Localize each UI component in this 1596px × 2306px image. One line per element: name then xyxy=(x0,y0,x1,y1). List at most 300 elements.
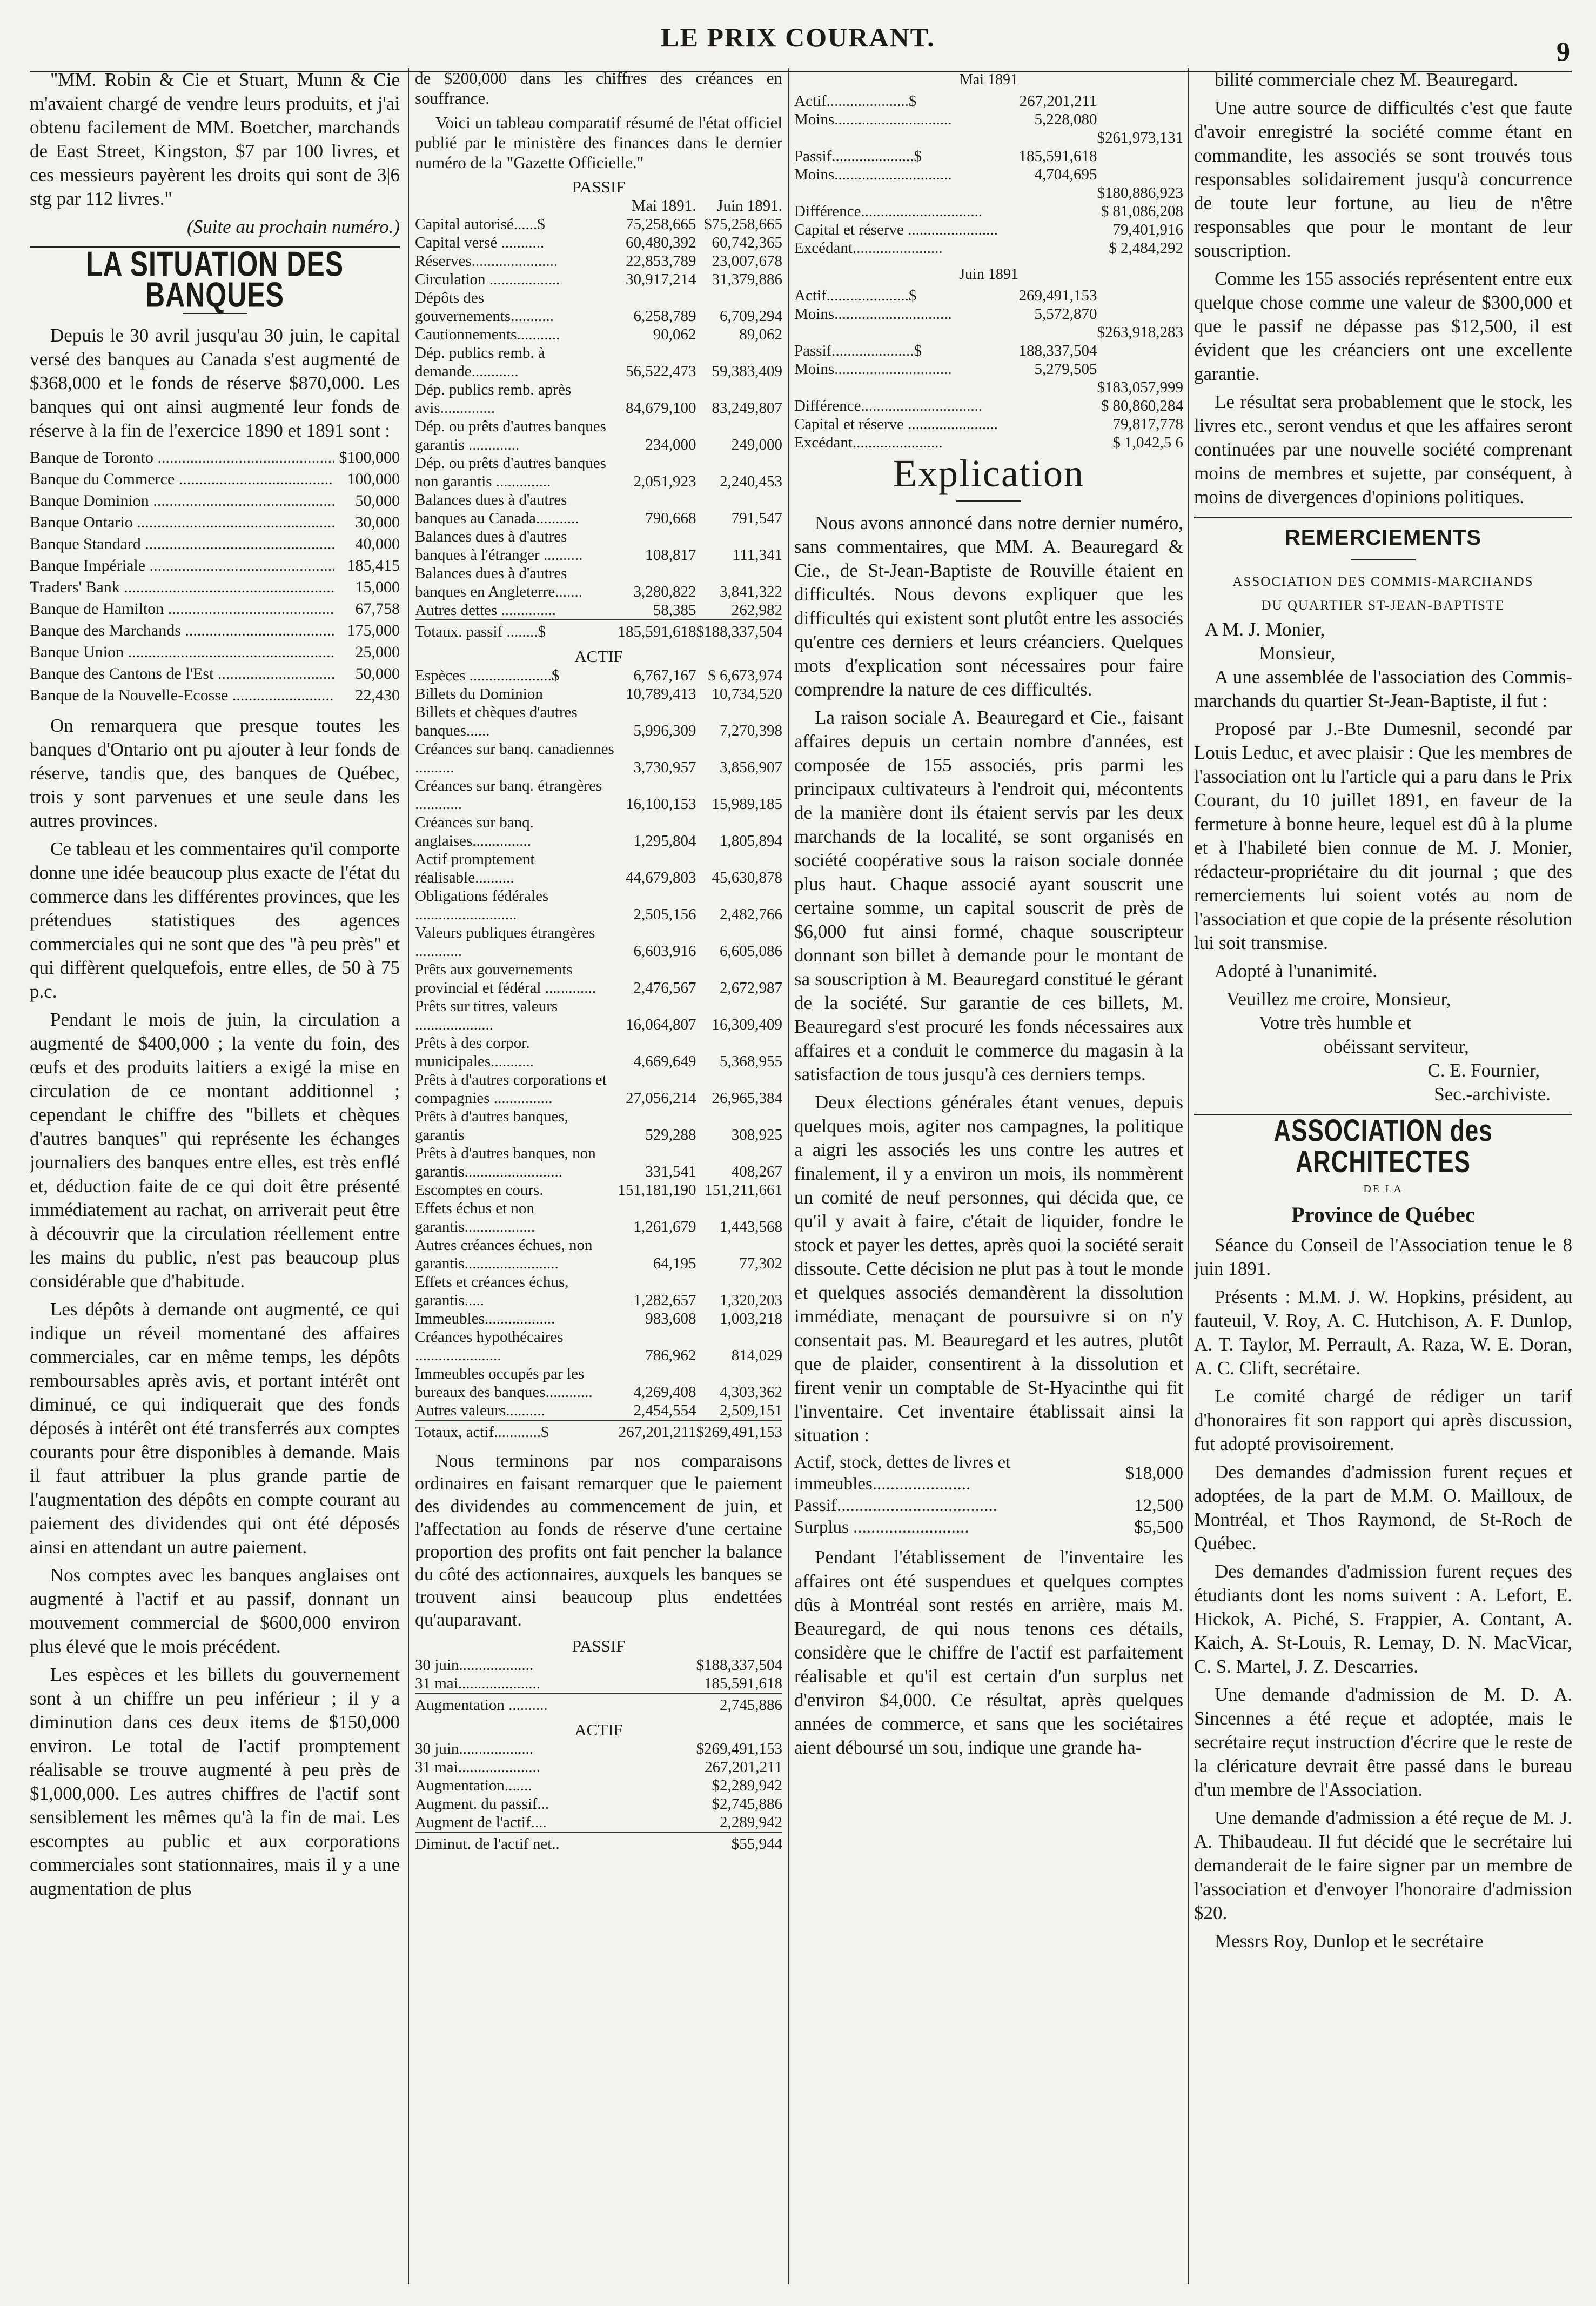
mai-row xyxy=(794,110,1183,129)
remerciements-paragraph: Adopté à l'unanimité. xyxy=(1215,960,1377,981)
value-juin: $ 6,673,974 xyxy=(708,667,782,684)
value-juin: $180,886,923 xyxy=(1097,184,1183,202)
rem-subtitle-1: ASSOCIATION DES COMMIS-MARCHANDS xyxy=(1232,574,1534,589)
bank-reserve-value: 67,758 xyxy=(355,600,400,618)
rem-close-1: Veuillez me croire, Monsieur, xyxy=(1226,988,1451,1010)
bank-reserve-value: 40,000 xyxy=(355,535,400,553)
row-label: Dép. ou prêts d'autres banques garantis ............. xyxy=(415,418,606,453)
article-paragraph: Comme les 155 associés représentent entre eux quelque chose comme une valeur de $300,000 et que le passif ne dépasse pas $12,500, il est évident que les créanciers ont une excellente garantie. xyxy=(1194,268,1572,384)
passif2-table xyxy=(415,1656,782,1714)
total-juin: $269,491,153 xyxy=(696,1420,783,1441)
actif2-table xyxy=(415,1740,782,1853)
row-label: Dép. publics remb. après avis.............. xyxy=(415,381,572,417)
short-rule xyxy=(956,500,1021,502)
value-juin: 83,249,807 xyxy=(712,399,782,417)
actif-row xyxy=(415,1236,782,1273)
column-2 xyxy=(415,68,782,2284)
column-4 xyxy=(1194,68,1572,2284)
actif-row xyxy=(415,1181,782,1199)
juin-title: Juin 1891 xyxy=(959,266,1018,283)
architectes-paragraph: Des demandes d'admission furent reçues des étudiants dont les noms suivent : A. Lefort, E. Hickok, A. Piché, S. Frappier, A. Contant, A. Kaich, A. St-Louis, R. Lemay, D. N. MacVicar, C. S. Martel, J. Z. Descarries. xyxy=(1194,1561,1572,1677)
row-label: Actif.....................$ xyxy=(794,287,917,304)
bank-name: Banque Standard ..... xyxy=(30,533,334,555)
value-juin: 2,240,453 xyxy=(720,473,782,490)
bank-name: Banque Union ..... xyxy=(30,641,334,663)
mai-row xyxy=(794,239,1183,257)
value-mai: 331,541 xyxy=(645,1163,696,1180)
col2-intro: de $200,000 dans les chiffres des créances en souffrance. xyxy=(415,69,782,108)
value-juin: 791,547 xyxy=(731,510,782,527)
row-value: $269,491,153 xyxy=(696,1740,782,1757)
value-juin: 408,267 xyxy=(731,1163,782,1180)
section-rule xyxy=(1194,517,1572,518)
actif-row xyxy=(415,1273,782,1309)
value-juin: $261,973,131 xyxy=(1097,129,1183,146)
article-paragraph: Ce tableau et les commentaires qu'il comporte donne une idée beaucoup plus exacte de l'état du commerce dans les différentes provinces, que les prétendues statistiques des agences commerciales qui ne sont que des "à peu près" et qui diffèrent quelquefois, entre elles, de 50 à 75 p.c. xyxy=(30,838,400,1002)
architectes-paragraph: Séance du Conseil de l'Association tenue le 8 juin 1891. xyxy=(1194,1234,1572,1279)
explication-paragraph: La raison sociale A. Beauregard et Cie., faisant affaires depuis un certain nombre d'années, est composée de 155 associés, pris parmi les principaux cultivateurs à l'endroit qui, mécontents de la manière dont ils étaient servis par les deux marchands de la localité, se sont organisés en société coopérative sous la raison sociale donnée plus haut. Chaque associé ayant souscrit une certaine somme, un capital souscrit de près de $6,000 fut ainsi formé, chaque souscripteur donnant son billet à demande pour le montant de sa souscription à M. Beauregard constitué le gérant de la société. Sur garantie de ces billets, M. Beauregard s'est procuré les fonds nécessaires aux affaires et a conduit le commerce du magasin à la satisfaction de tous jusqu'à ces derniers temps. xyxy=(794,707,1183,1085)
value-juin xyxy=(1097,360,1184,378)
mai-row xyxy=(794,129,1183,147)
row-label: Dépôts des gouvernements........... xyxy=(415,289,554,325)
actif-row xyxy=(415,1071,782,1107)
rem-salutation: Monsieur, xyxy=(1259,643,1336,664)
value-mai: 84,679,100 xyxy=(626,399,696,417)
value-juin: 2,672,987 xyxy=(720,979,782,997)
row-label: Effets échus et non garantis.................. xyxy=(415,1200,535,1235)
bank-name: Banque de Toronto ..... xyxy=(30,447,334,469)
value-mai: 786,962 xyxy=(645,1347,696,1364)
bank-reserve-value: 175,000 xyxy=(347,621,400,639)
passif-row xyxy=(415,380,782,417)
row-label: Balances dues à d'autres banques au Canada........... xyxy=(415,491,579,527)
value-juin: $263,918,283 xyxy=(1097,324,1183,341)
bank-row xyxy=(30,512,400,533)
article-paragraph: Pendant le mois de juin, la circulation a augmenté de $400,000 ; la vente du foin, des œufs et des produits laitiers a exigé la mise en circulation de ce montant additionnel ; cependant le chiffre des "billets et chèques d'autres banques" qui représente les échanges journaliers des banques entre elles, est très enflé et, déduction faite de ce qui doit être présenté immédiatement au rachat, on arriverait peut être à découvrir que la circulation réellement entre les mains du public, n'est pas beaucoup plus considérable que d'habitude. xyxy=(30,1009,400,1292)
value-mai: 58,385 xyxy=(653,601,696,619)
row-label: Différence............................... xyxy=(794,397,983,415)
value-mai: 22,853,789 xyxy=(626,252,696,270)
bank-reserve-value: 50,000 xyxy=(355,492,400,510)
passif-row xyxy=(415,270,782,289)
row-label: Créances sur banq. canadiennes .......... xyxy=(415,740,614,776)
bank-reserve-value: 25,000 xyxy=(355,643,400,661)
actif2-title: ACTIF xyxy=(574,1720,623,1739)
value-juin: 3,856,907 xyxy=(720,759,782,776)
passif-row xyxy=(415,601,782,620)
value-mai: 267,201,211 xyxy=(1019,92,1097,110)
value-juin: $183,057,999 xyxy=(1097,379,1183,396)
row-label: Prêts à d'autres corporations et compagnies ............... xyxy=(415,1071,607,1107)
row-label: Passif.....................$ xyxy=(794,342,922,359)
passif-col-heads xyxy=(415,197,782,215)
value-mai: 10,789,413 xyxy=(626,685,696,703)
passif-row xyxy=(415,289,782,325)
value-juin: 79,401,916 xyxy=(1112,221,1183,238)
row-label: Augment. du passif... xyxy=(415,1795,549,1813)
passif-row xyxy=(415,344,782,380)
mai-row xyxy=(794,184,1183,202)
bank-reserve-value: $100,000 xyxy=(339,449,400,466)
value-mai: 6,258,789 xyxy=(633,308,696,325)
total-label: Totaux, actif............$ xyxy=(415,1420,615,1441)
mai-title: Mai 1891 xyxy=(959,71,1018,88)
row-value: $18,000 xyxy=(1125,1463,1183,1483)
value-mai: 3,280,822 xyxy=(633,583,696,600)
value-juin: 60,742,365 xyxy=(712,234,782,251)
value-juin: 7,270,398 xyxy=(720,722,782,739)
masthead-title: LE PRIX COURANT. xyxy=(661,22,935,52)
row-label: Autres créances échues, non garantis........................ xyxy=(415,1236,593,1272)
row-label: Excédant....................... xyxy=(794,434,943,451)
juin-row xyxy=(794,397,1183,415)
row-label: Moins.............................. xyxy=(794,305,952,323)
row-label: Capital versé ........... xyxy=(415,234,545,251)
row-label: 30 juin................... xyxy=(415,1740,534,1757)
architectes-province: Province de Québec xyxy=(1291,1202,1475,1227)
rem-subtitle-2: DU QUARTIER ST-JEAN-BAPTISTE xyxy=(1261,598,1505,613)
row-label: Espèces .....................$ xyxy=(415,667,560,684)
row-label: Moins.............................. xyxy=(794,360,952,378)
value-juin xyxy=(1097,286,1184,305)
value-mai: 16,100,153 xyxy=(626,796,696,813)
article-paragraph: Les dépôts à demande ont augmenté, ce qui indique un réveil momentané des affaires commerciales, car en même temps, les dépôts remboursables après avis, et portant intérêt ont diminué, ce qui indiquerait que des fonds déposés à intérêt ont été transferrés aux comptes courants pour être disponibles à demande. Mais il faut attribuer la plus grande partie de l'augmentation des dépôts en compte courant au paiement des dividendes qui ont été déposés ainsi en attendant un autre paiement. xyxy=(30,1299,400,1558)
row-label: Balances dues à d'autres banques en Angleterre....... xyxy=(415,565,583,600)
bank-row xyxy=(30,469,400,490)
actif2-diminution xyxy=(415,1832,782,1853)
row-label: Capital et réserve ....................... xyxy=(794,416,998,433)
value-juin: $ 2,484,292 xyxy=(1109,239,1183,257)
mai-row xyxy=(794,220,1183,239)
col2-para: Nous terminons par nos comparaisons ordinaires en faisant remarquer que le paiement des dividendes au commencement de juin, et l'affectation au fonds de réserve d'une certaine proportion des profits ont fait pencher la balance du côté des actionnaires, auxquels les banques se trouvent ainsi beaucoup plus endettées qu'auparavant. xyxy=(415,1451,782,1630)
bank-name: Banque des Cantons de l'Est ..... xyxy=(30,663,334,685)
total-juin: $188,337,504 xyxy=(696,620,783,641)
rem-close-3: obéissant serviteur, xyxy=(1324,1036,1469,1057)
value-juin: 4,303,362 xyxy=(720,1383,782,1401)
row-value: $55,944 xyxy=(696,1832,783,1853)
row-value: 12,500 xyxy=(1134,1496,1183,1515)
value-mai: 5,279,505 xyxy=(1034,360,1097,378)
actif2-augmentation-row xyxy=(415,1813,782,1832)
bank-row xyxy=(30,641,400,663)
mai-row xyxy=(794,165,1183,184)
value-juin: 45,630,878 xyxy=(712,869,782,886)
row-label: Autres valeurs.......... xyxy=(415,1402,545,1419)
actif-row xyxy=(415,887,782,924)
row-label: Prêts à d'autres banques, garantis xyxy=(415,1108,568,1144)
passif-row xyxy=(415,215,782,233)
actif-row xyxy=(415,1309,782,1328)
bank-row xyxy=(30,598,400,620)
value-mai: 2,454,554 xyxy=(633,1402,696,1419)
value-juin: 308,925 xyxy=(731,1126,782,1144)
value-juin xyxy=(1097,305,1184,323)
page-number: 9 xyxy=(1557,36,1570,66)
col-head-juin: Juin 1891. xyxy=(717,197,782,215)
juin-row xyxy=(794,378,1183,397)
value-mai xyxy=(1016,415,1097,433)
actif2-row xyxy=(415,1758,782,1776)
bank-row xyxy=(30,555,400,577)
row-label: Prêts sur titres, valeurs .................... xyxy=(415,998,558,1033)
inventory-surplus xyxy=(794,1516,1183,1538)
value-mai: 188,337,504 xyxy=(1018,342,1097,359)
value-juin: 111,341 xyxy=(732,546,782,564)
juin-row xyxy=(794,323,1183,342)
article-paragraph: Le résultat sera probablement que le stock, les livres etc., seront vendus et que les affaires seront continuées par une nouvelle société comprenant moins de membres et sujette, par conséquent, à moins de divergences d'opinions politiques. xyxy=(1194,391,1572,507)
passif-row xyxy=(415,527,782,564)
value-mai: 6,767,167 xyxy=(633,667,696,684)
row-label: Créances sur banq. anglaises............... xyxy=(415,814,534,850)
remerciements-heading: REMERCIEMENTS xyxy=(1284,526,1482,550)
actif-row xyxy=(415,1199,782,1236)
col-head-mai: Mai 1891. xyxy=(632,197,696,215)
col2-intro2: Voici un tableau comparatif résumé de l'état officiel publié par le ministère des finances dans le dernier numéro de la "Gazette Officielle." xyxy=(415,113,782,172)
architectes-paragraph: Le comité chargé de rédiger un tarif d'honoraires fit son rapport qui après discussion, fut adopté provisoirement. xyxy=(1194,1386,1572,1454)
column-divider xyxy=(408,68,409,2284)
article-paragraph: Les espèces et les billets du gouvernement sont à un chiffre un peu inférieur ; il y a diminution dans ces deux items de $150,000 environ. Le total de l'actif promptement réalisable se trouve augmenté à peu près de $1,000,000. Les autres chiffres de l'actif sont sensiblement les mêmes qu'à la fin de mai. Les escomptes au public et aux corporations commerciales sont stationnaires, mais il y a une augmentation de plus xyxy=(30,1664,400,1899)
bank-name: Banque Ontario ..... xyxy=(30,512,334,533)
actif-row xyxy=(415,703,782,740)
row-label: Effets et créances échus, garantis..... xyxy=(415,1273,569,1309)
bank-row xyxy=(30,620,400,641)
value-juin: 1,320,203 xyxy=(720,1292,782,1309)
rem-close-2: Votre très humble et xyxy=(1259,1012,1412,1033)
bank-reserve-table xyxy=(30,447,400,706)
bank-name: Banque Dominion ..... xyxy=(30,490,334,512)
bank-name: Banque de la Nouvelle-Ecosse ..... xyxy=(30,685,334,706)
remerciements-paragraph: A une assemblée de l'association des Commis-marchands du quartier St-Jean-Baptiste, il fut : xyxy=(1194,666,1572,711)
mai-row xyxy=(794,202,1183,220)
architectes-de: DE LA xyxy=(1363,1183,1403,1195)
bank-row xyxy=(30,533,400,555)
value-mai: 60,480,392 xyxy=(626,234,696,251)
actif-row xyxy=(415,1034,782,1071)
inventory-table xyxy=(794,1452,1183,1538)
value-mai: 151,181,190 xyxy=(618,1181,696,1199)
value-juin: 1,003,218 xyxy=(720,1310,782,1327)
value-mai: 4,704,695 xyxy=(1034,166,1097,183)
total-label: Totaux. passif ........$ xyxy=(415,620,615,641)
passif-row xyxy=(415,325,782,344)
row-label: Passif.....................$ xyxy=(794,148,922,165)
bank-reserve-value: 50,000 xyxy=(355,665,400,683)
explication-paragraph: Nous avons annoncé dans notre dernier numéro, sans commentaires, que MM. A. Beauregard & Cie., de St-Jean-Baptiste de Rouville étaient en difficultés. Nous devons expliquer que les difficultés qui existent sont plutôt entre les associés qu'entre ces derniers et leurs créanciers. Quelques mots d'explication sont nécessaires pour faire comprendre la nature de ces difficultés. xyxy=(794,512,1183,700)
value-mai xyxy=(1016,378,1097,397)
value-mai: 44,679,803 xyxy=(626,869,696,886)
inventory-row xyxy=(794,1495,1183,1516)
value-juin: 26,965,384 xyxy=(712,1089,782,1107)
value-juin: 89,062 xyxy=(739,326,782,343)
value-juin xyxy=(1097,92,1184,110)
row-label: Dép. ou prêts d'autres banques non garantis .............. xyxy=(415,454,606,490)
actif2-augmentation-row xyxy=(415,1795,782,1813)
bank-row xyxy=(30,663,400,685)
row-label: 31 mai..................... xyxy=(415,1675,540,1692)
value-mai xyxy=(1016,129,1097,147)
article-paragraph: On remarquera que presque toutes les banques d'Ontario ont pu ajouter à leur fonds de réserve, tandis que, des banques de Québec, trois y sont parvenues et une seule dans les autres provinces. xyxy=(30,715,400,831)
row-label: Créances hypothécaires ...................... xyxy=(415,1328,564,1364)
article-paragraph: bilité commerciale chez M. Beauregard. xyxy=(1215,69,1518,90)
value-juin: 23,007,678 xyxy=(712,252,782,270)
row-label: Moins.............................. xyxy=(794,166,952,183)
actif-row xyxy=(415,1107,782,1144)
value-juin: 10,734,520 xyxy=(712,685,782,703)
value-juin: 249,000 xyxy=(731,436,782,453)
row-label: Escomptes en cours. xyxy=(415,1181,544,1199)
row-label: Surplus .......................... xyxy=(794,1518,969,1537)
row-label: Diminut. de l'actif net.. xyxy=(415,1832,696,1853)
bank-reserve-value: 185,415 xyxy=(347,557,400,574)
value-mai: 529,288 xyxy=(645,1126,696,1144)
passif-row xyxy=(415,454,782,491)
value-mai: 5,572,870 xyxy=(1034,305,1097,323)
mai-row xyxy=(794,147,1183,165)
actif-row xyxy=(415,960,782,997)
row-value: $5,500 xyxy=(1134,1518,1183,1537)
passif2-row xyxy=(415,1674,782,1693)
juin-row xyxy=(794,305,1183,323)
value-mai: 4,269,408 xyxy=(633,1383,696,1401)
value-juin: $ 1,042,5 6 xyxy=(1112,434,1183,451)
value-juin xyxy=(1097,110,1184,129)
column-1 xyxy=(30,68,400,2284)
bank-row xyxy=(30,685,400,706)
row-label: Dép. publics remb. à demande............ xyxy=(415,344,545,380)
value-mai xyxy=(1016,323,1097,342)
value-mai: 56,522,473 xyxy=(626,363,696,380)
passif-table xyxy=(415,197,782,641)
passif-row xyxy=(415,564,782,601)
row-label: Valeurs publiques étrangères ............ xyxy=(415,924,595,960)
value-mai: 6,603,916 xyxy=(633,943,696,960)
bank-reserve-value: 22,430 xyxy=(355,686,400,704)
row-label: Circulation .................. xyxy=(415,271,560,288)
article-paragraph: Nos comptes avec les banques anglaises ont augmenté à l'actif et au passif, donnant un mouvement commercial de $600,000 environ plus élevé que le mois précédent. xyxy=(30,1565,400,1657)
architectes-paragraph: Présents : M.M. J. W. Hopkins, président, au fauteuil, V. Roy, A. C. Hutchison, A. F. Dunlop, A. T. Taylor, M. Perrault, A. Raza, W. E. Doran, A. C. Clift, secrétaire. xyxy=(1194,1286,1572,1379)
row-label: Passif.................................... xyxy=(794,1496,997,1515)
rem-signature-title: Sec.-archiviste. xyxy=(1434,1084,1551,1105)
actif2-row xyxy=(415,1740,782,1758)
bank-row xyxy=(30,490,400,512)
row-label: Augmentation....... xyxy=(415,1777,532,1794)
row-label: Moins.............................. xyxy=(794,111,952,128)
row-label: 30 juin................... xyxy=(415,1656,534,1674)
value-mai: 75,258,665 xyxy=(626,216,696,233)
passif-row xyxy=(415,491,782,527)
mai-row xyxy=(794,92,1183,110)
juin-row xyxy=(794,433,1183,452)
value-mai: 108,817 xyxy=(645,546,696,564)
architectes-paragraph: Une demande d'admission de M. D. A. Sincennes a été reçue et adoptée, mais le secrétaire reçut instruction d'écrire que le reste de la cléricature devrait être passé dans le bureau d'un membre de l'Association. xyxy=(1194,1684,1572,1800)
actif-row xyxy=(415,1328,782,1365)
col3-para-end: Pendant l'établissement de l'inventaire les affaires ont été suspendues et quelques comptes dûs à Montréal sont restés en arrière, mais M. Beauregard, de qui nous tenons ces détails, considère que le chiffre de l'actif est parfaitement réalisable et qu'il est certain d'un surplus net d'environ $4,000. Ce résultat, après quelques années de commerce, et sans que les sociétaires aient déboursé un sou, indique une grande ha- xyxy=(794,1547,1183,1758)
rem-addressee: A M. J. Monier, xyxy=(1205,619,1325,640)
value-juin: $75,258,665 xyxy=(704,216,782,233)
bank-reserve-value: 30,000 xyxy=(355,513,400,531)
value-juin: 5,368,955 xyxy=(720,1053,782,1070)
value-juin: 16,309,409 xyxy=(712,1016,782,1033)
row-label: Immeubles occupés par les bureaux des banques............ xyxy=(415,1365,593,1401)
value-juin: 79,817,778 xyxy=(1112,416,1183,433)
value-mai: 4,669,649 xyxy=(633,1053,696,1070)
bank-row xyxy=(30,447,400,469)
passif2-title: PASSIF xyxy=(572,1636,626,1655)
value-mai xyxy=(1016,220,1097,239)
passif-row xyxy=(415,252,782,270)
banks-intro: Depuis le 30 avril jusqu'au 30 juin, le capital versé des banques au Canada s'est augmenté de $368,000 et le fonds de réserve $870,000. Les banques qui ont ainsi augmenté leur fonds de réserve à la fin de l'exercice 1890 et 1891 sont : xyxy=(30,325,400,441)
value-juin: 6,605,086 xyxy=(720,943,782,960)
architectes-paragraph: Des demandes d'admission furent reçues et adoptées, de la part de M.M. O. Mailloux, de Montréal, et Thos Raymond, de St-Roch de Québec. xyxy=(1194,1461,1572,1554)
row-label xyxy=(794,378,1016,397)
total-mai: 267,201,211 xyxy=(615,1420,696,1441)
actif-row xyxy=(415,1365,782,1401)
value-mai: 90,062 xyxy=(653,326,696,343)
value-mai: 269,491,153 xyxy=(1018,287,1097,304)
value-juin: 77,302 xyxy=(739,1255,782,1272)
total-row xyxy=(415,620,782,641)
bank-reserve-value: 15,000 xyxy=(355,578,400,596)
row-label: Billets du Dominion xyxy=(415,685,543,703)
value-juin: 1,805,894 xyxy=(720,832,782,850)
row-label xyxy=(794,323,1016,342)
row-value: $188,337,504 xyxy=(696,1656,782,1674)
actif-row xyxy=(415,813,782,850)
value-mai xyxy=(1016,397,1097,415)
row-label: Autres dettes .............. xyxy=(415,601,556,619)
remerciements-paragraph: Proposé par J.-Bte Dumesnil, secondé par Louis Leduc, et avec plaisir : Que les membres de l'association ont lu l'article qui a paru dans le Prix Courant, du 10 juillet 1891, en faveur de la fermeture à bonne heure, lequel est dû à la plume et à l'habileté bien connue de M. J. Monier, rédacteur-propriétaire du dit journal ; que des remerciements lui soient votés au nom de l'association et que copie de la présente résolution lui soit transmise. xyxy=(1194,718,1572,953)
juin-row xyxy=(794,342,1183,360)
row-label: Créances sur banq. étrangères ............ xyxy=(415,777,602,813)
value-juin: 31,379,886 xyxy=(712,271,782,288)
row-label: Différence............................... xyxy=(794,203,983,220)
row-value: $2,289,942 xyxy=(712,1777,782,1794)
value-mai: 5,228,080 xyxy=(1034,111,1097,128)
banks-heading: LA SITUATION DES BANQUES xyxy=(85,244,344,315)
column-divider xyxy=(788,68,789,2284)
bank-reserve-value: 100,000 xyxy=(347,470,400,488)
row-label: Capital autorisé......$ xyxy=(415,216,545,233)
article-paragraph: Une autre source de difficultés c'est que faute d'avoir enregistré la société comme étant en commandite, les associés se sont trouvés tous responsables solidairement jusqu'à concurrence de toute leur fortune, au lieu de n'être responsables que pour le montant de leur souscription. xyxy=(1194,97,1572,261)
value-mai: 790,668 xyxy=(645,510,696,527)
row-value: 2,745,886 xyxy=(696,1693,783,1714)
value-mai: 1,261,679 xyxy=(633,1218,696,1235)
value-mai: 1,295,804 xyxy=(633,832,696,850)
bank-name: Banque du Commerce ..... xyxy=(30,469,334,490)
architectes-heading: ASSOCIATION des ARCHITECTES xyxy=(1273,1113,1493,1179)
actif-row xyxy=(415,850,782,887)
value-juin: $ 81,086,208 xyxy=(1101,203,1183,220)
row-label: Excédant....................... xyxy=(794,239,943,257)
row-label: Actif.....................$ xyxy=(794,92,917,110)
juin-row xyxy=(794,286,1183,305)
value-mai: 1,282,657 xyxy=(633,1292,696,1309)
value-mai: 983,608 xyxy=(645,1310,696,1327)
actif-row xyxy=(415,997,782,1034)
value-juin: 59,383,409 xyxy=(712,363,782,380)
value-mai: 16,064,807 xyxy=(626,1016,696,1033)
row-label: Augmentation .......... xyxy=(415,1693,696,1714)
actif-row xyxy=(415,1401,782,1420)
bank-name: Traders' Bank ..... xyxy=(30,577,334,598)
row-label: Cautionnements........... xyxy=(415,326,560,343)
value-mai: 3,730,957 xyxy=(633,759,696,776)
actif-row xyxy=(415,685,782,703)
value-mai xyxy=(1016,433,1097,452)
row-label: Billets et chèques d'autres banques...... xyxy=(415,704,578,739)
row-label: Balances dues à d'autres banques à l'étranger .......... xyxy=(415,528,583,564)
architectes-paragraph: Une demande d'admission a été reçue de M. J. A. Thibaudeau. Il fut décidé que le secrétaire lui demanderait de le faire signer par un membre de l'association et d'envoyer l'honoraire d'admission $20. xyxy=(1194,1807,1572,1923)
